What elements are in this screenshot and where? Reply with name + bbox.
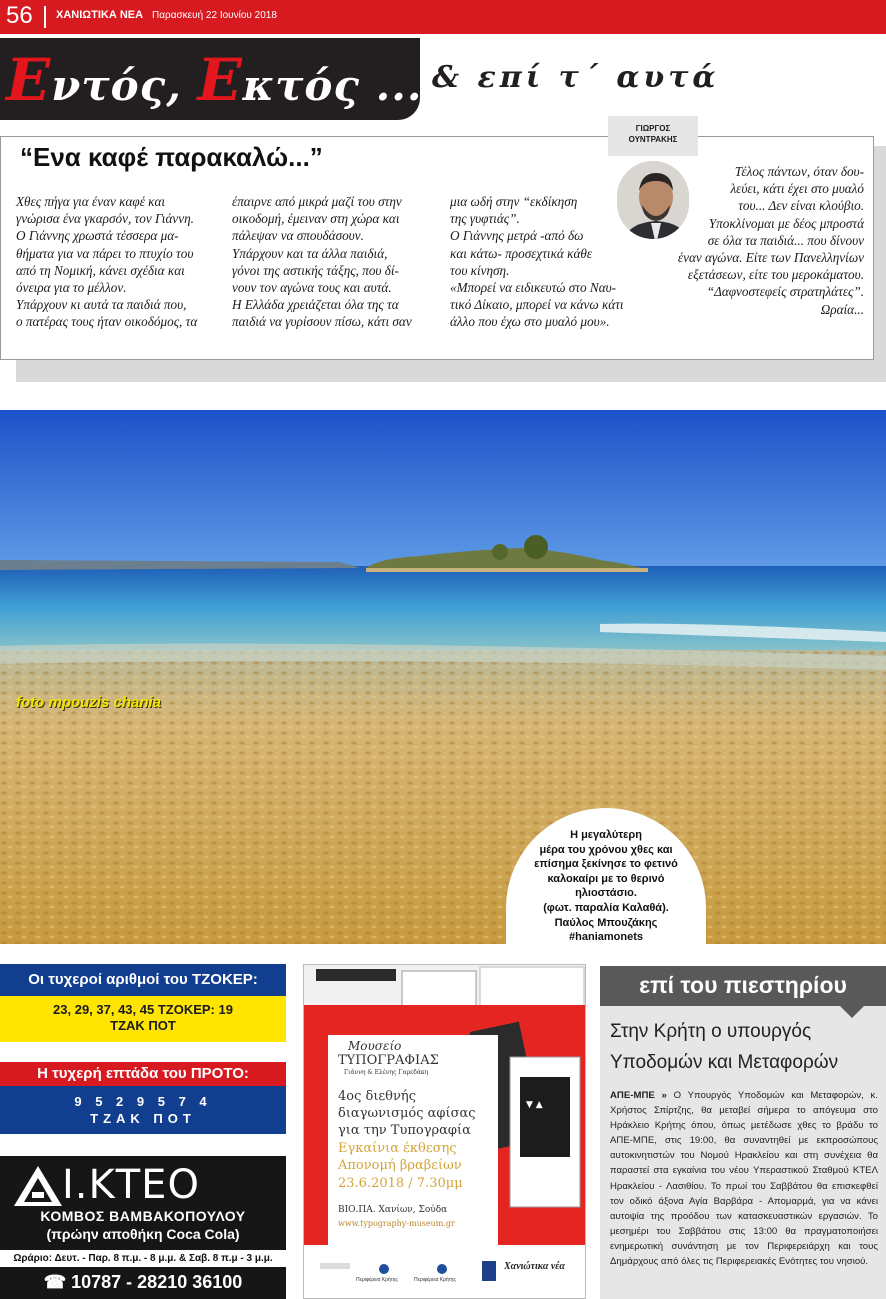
column-line: σε όλα τα παιδιά... που δίνουν xyxy=(707,232,864,248)
sponsor-paper: Χανιώτικα νέα xyxy=(504,1261,565,1272)
ad-line-3: για την Τυπογραφία xyxy=(338,1123,471,1138)
section-subtitle: & επί τ΄ αυτά xyxy=(432,60,720,95)
caption-line: Η μεγαλύτερη xyxy=(570,829,642,841)
column-line: και κάτω- προσεχτικά κάθε xyxy=(450,245,593,261)
column-line: μια ωδή στην “εκδίκηση xyxy=(450,194,578,209)
section-banner xyxy=(0,38,423,120)
column-title: “Ενα καφέ παρακαλώ...” xyxy=(20,142,323,172)
press-source: ΑΠΕ-ΜΠΕ » xyxy=(610,1090,667,1101)
column-line: γνώρισα ένα γκαρσόν, τον Γιάννη. xyxy=(16,211,194,227)
column-line: Η Ελλάδα χρειάζεται όλα της τα xyxy=(232,297,399,313)
column-line: Ο Γιάννης μετρά -από δω xyxy=(450,228,584,244)
caption-line: επίσημα ξεκίνησε το φετινό xyxy=(534,858,678,871)
column-line: τικό Δίκαιο, μπορεί να κάνω κάτι xyxy=(450,297,624,313)
page-number: 56 xyxy=(6,2,33,29)
joker-numbers: 23, 29, 37, 43, 45 ΤΖΟΚΕΡ: 19 xyxy=(53,1002,233,1017)
column-line: «Μπορεί να ειδικευτώ στο Ναυ- xyxy=(450,280,617,296)
column-line: νουν τον αγώνα τους και αυτά. xyxy=(232,280,392,296)
press-header: επί του πιεστηρίου xyxy=(600,966,886,1006)
ad-url: www.typography-museum.gr xyxy=(338,1219,455,1228)
column-line: έπαιρνε από μικρά μαζί του στην xyxy=(232,194,402,209)
column-line: θήματα για να πάρει το πτυχίο του xyxy=(16,245,194,261)
column-line: παιδιά να γυρίσουν πίσω, κάτι σαν xyxy=(232,314,412,330)
typography-museum-advertisement xyxy=(303,964,586,1299)
kteo-name: Ι.ΚΤΕΟ xyxy=(62,1162,200,1208)
column-line: Υπάρχουν και τα άλλα παιδιά, xyxy=(232,245,388,261)
press-text: Ο Υπουργός Υποδομών και Μεταφορών, κ. Χρήστος Σπίρτζης, θα μεταβεί σήμερα το απόγευμα στο Ηράκλειο Κρήτης όπου, όπως μετέδωσε χθες το βράδυ το ΑΠΕ-ΜΠΕ, στις 19:00, θα συναντηθεί με εκπροσώπους αυτοκινητιστών του Νομού Ηρακλείου και στη συνέχεια θα παραστεί στα εγκαίνια του νέου Υπεραστικού Σταθμού ΚΤΕΛ Ηρακλείου - Λασιθίου. Το πρωί του Σαββάτου θα επισκεφθεί τον οδικό άξονα Αγία Βαρβάρα - Απομαρμά, για να κάνει αυτοψία της προόδου των κατασκευαστικών εργασιών. Το μεσημέρι του Σαββάτου στις 13:00 θα πραγματοποιήσει ενημερωτική συνάντηση με τον Περιφερειάρχη και τους Δημάρχους από όλες τις Περιφερειακές Ενότητες του νησιού. xyxy=(610,1090,878,1268)
museum-name: ΤΥΠΟΓΡΑΦΙΑΣ xyxy=(338,1053,439,1068)
joker-jackpot: ΤΖΑΚ ΠΟΤ xyxy=(110,1018,176,1033)
column-line: ο πατέρας τους ήταν οικοδόμος, τα xyxy=(16,314,198,330)
column-text-1 xyxy=(16,193,212,331)
column-line: Υπάρχουν κι αυτά τα παιδιά που, xyxy=(16,297,187,313)
column-line: του κίνηση. xyxy=(450,262,510,278)
section-title-letter-1: Ε xyxy=(6,46,52,114)
column-line: Χθες πήγα για έναν καφέ και xyxy=(16,194,166,209)
author-last-name: ΟΥΝΤΡΑΚΗΣ xyxy=(628,135,678,144)
caption-line: (φωτ. παραλία Καλαθά). xyxy=(543,901,669,914)
column-line: Ο Γιάννης χρωστά τέσσερα μα- xyxy=(16,228,179,244)
column-line: γόνοι της αστικής τάξης, που δί- xyxy=(232,262,399,278)
joker-results xyxy=(0,996,286,1042)
kteo-phone-number: 10787 - 28210 36100 xyxy=(71,1272,243,1292)
column-line: Τέλος πάντων, όταν δου- xyxy=(734,164,864,179)
kteo-advertisement xyxy=(0,1156,286,1299)
issue-date: Παρασκευή 22 Ιουνίου 2018 xyxy=(152,10,277,21)
ad-line-5: Απονομή βραβείων xyxy=(338,1158,462,1173)
press-title: Στην Κρήτη ο υπουργός Υποδομών και Μεταφορών xyxy=(610,1021,839,1073)
kteo-former-location: (πρώην αποθήκη Coca Cola) xyxy=(46,1226,240,1242)
beach-photo xyxy=(0,410,886,944)
caption-line: ηλιοστάσιο. xyxy=(575,887,637,900)
section-title-word-1: ντός, xyxy=(51,61,198,110)
sponsor-2: Περιφέρεια Κρήτης xyxy=(414,1277,456,1283)
sponsor-1: Περιφέρεια Κρήτης xyxy=(356,1277,398,1283)
caption-line: καλοκαίρι με το θερινό xyxy=(547,872,665,885)
author-first-name: ΓΙΩΡΓΟΣ xyxy=(635,124,671,133)
joker-title: Οι τυχεροί αριθμοί του ΤΖΟΚΕΡ: xyxy=(0,964,286,996)
column-line: “Δαφνοστεφείς στρατηλάτες”. xyxy=(706,284,864,300)
caption-line: Παύλος Μπουζάκης xyxy=(554,916,658,929)
section-title-word-2: κτός ... xyxy=(242,61,423,110)
header-divider xyxy=(44,6,46,28)
column-line: άλλο που έχω στο μυαλό μου». xyxy=(450,314,610,330)
column-text-2 xyxy=(232,193,428,331)
section-title xyxy=(6,46,423,114)
caption-line: μέρα του χρόνου χθες και xyxy=(539,843,673,856)
ad-line-4: Εγκαίνια έκθεσης xyxy=(338,1141,457,1156)
ad-line-1: 4ος διεθνής xyxy=(338,1089,416,1104)
column-line: λεύει, κάτι έχει στο μυαλό xyxy=(730,181,864,197)
proto-results xyxy=(0,1086,286,1134)
ad-line-2: διαγωνισμός αφίσας xyxy=(338,1106,476,1121)
proto-title: Η τυχερή επτάδα του ΠΡΟΤΟ: xyxy=(0,1062,286,1086)
ad-place: ΒΙΟ.ΠΑ. Χανίων, Σούδα xyxy=(338,1205,448,1215)
kteo-hours: Ωράριο: Δευτ. - Παρ. 8 π.μ. - 8 μ.μ. & Σαβ. 8 π.μ - 3 μ.μ. xyxy=(0,1250,286,1267)
author-name-tag xyxy=(608,116,698,156)
column-text-4 xyxy=(614,163,864,318)
column-line: από τη Νομική, κάνει σχέδια και xyxy=(16,262,185,278)
proto-jackpot: ΤΖΑΚ ΠΟΤ xyxy=(90,1111,196,1126)
page-header-bar xyxy=(0,0,886,34)
caption-line: #haniamonets xyxy=(569,931,643,944)
phone-icon: ☎ xyxy=(43,1272,72,1292)
proto-numbers: 9 5 2 9 5 7 4 xyxy=(74,1094,212,1109)
column-line: οικοδομή, έμειναν στη χώρα και xyxy=(232,211,400,227)
column-line: της γυφτιάς”. xyxy=(450,211,520,227)
column-line: έναν αγώνα. Είτε των Πανελληνίων xyxy=(677,250,864,266)
kteo-location: ΚΟΜΒΟΣ ΒΑΜΒΑΚΟΠΟΥΛΟΥ xyxy=(40,1208,246,1224)
museum-script: Μουσείο xyxy=(348,1039,402,1053)
column-line: Ωραία... xyxy=(820,301,864,317)
triangle-logo-icon xyxy=(14,1166,62,1206)
section-title-letter-2: Ε xyxy=(197,46,243,114)
ad-sponsor-footer xyxy=(304,1249,586,1299)
column-line: εξετάσεων, είτε του μεροκάματου. xyxy=(687,267,864,283)
column-line: Υποκλίνομαι με δέος μπροστά xyxy=(708,215,864,231)
press-body xyxy=(610,1088,878,1269)
photo-credit: foto mpouzis chania xyxy=(16,694,162,711)
ad-line-6: 23.6.2018 / 7.30μμ xyxy=(338,1176,463,1191)
paper-name: ΧΑΝΙΩΤΙΚΑ ΝΕΑ xyxy=(56,9,144,21)
photo-caption xyxy=(506,808,706,968)
column-line: του... Δεν είναι κλούβιο. xyxy=(738,198,864,214)
kteo-phone xyxy=(0,1272,286,1293)
column-line: πάλεψαν να σπουδάσουν. xyxy=(232,228,364,244)
svg-text:▼ ▲: ▼ ▲ xyxy=(526,1100,543,1110)
museum-founders: Γιάννη & Ελένης Γαρεδάκη xyxy=(344,1069,429,1076)
column-line: όνειρα για το μέλλον. xyxy=(16,280,127,296)
